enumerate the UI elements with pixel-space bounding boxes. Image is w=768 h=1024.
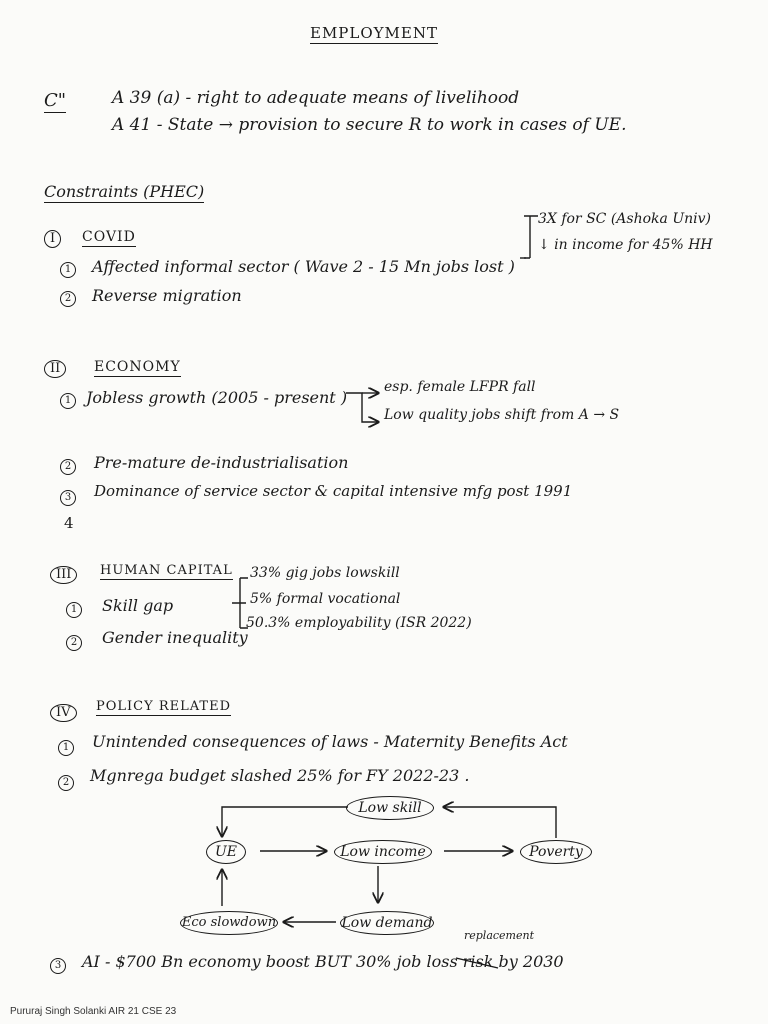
item-number: 1	[60, 393, 76, 409]
item-number: 2	[60, 291, 76, 307]
replacement-note: replacement	[464, 929, 535, 942]
item-number: 2	[58, 775, 74, 791]
cycle-node-low-skill: Low skill	[346, 796, 434, 820]
item-number: 3	[60, 490, 76, 506]
policy-item-2: Mgnrega budget slashed 25% for FY 2022-23 .	[90, 766, 470, 785]
section-numeral-human-capital: III	[50, 566, 77, 584]
constitution-label: C"	[44, 90, 67, 111]
item-number: 1	[58, 740, 74, 756]
section-numeral-covid: I	[44, 230, 61, 248]
cycle-node-low-income: Low income	[334, 840, 432, 864]
section-title-economy: ECONOMY	[94, 359, 181, 375]
section-title-policy: POLICY RELATED	[96, 699, 232, 714]
human-capital-item-1: Skill gap	[102, 596, 174, 615]
constitution-line-1: A 39 (a) - right to adequate means of livelihood	[112, 88, 520, 108]
policy-item-3: AI - $700 Bn economy boost BUT 30% job loss risk by 2030	[82, 952, 564, 971]
item-number: 3	[50, 958, 66, 974]
item-number: 2	[66, 635, 82, 651]
constitution-line-2: A 41 - State → provision to secure R to work in cases of UE.	[112, 115, 627, 135]
item-number: 2	[60, 459, 76, 475]
economy-item-1: Jobless growth (2005 - present )	[86, 388, 348, 407]
page-title: EMPLOYMENT	[310, 24, 439, 42]
covid-item-2: Reverse migration	[92, 286, 242, 305]
cycle-node-eco-slowdown: Eco slowdown	[180, 911, 278, 935]
economy-note-2: Low quality jobs shift from A → S	[384, 407, 620, 423]
economy-item-3: Dominance of service sector & capital intensive mfg post 1991	[94, 482, 573, 500]
human-capital-note-2: 5% formal vocational	[250, 591, 401, 607]
policy-item-1: Unintended consequences of laws - Maternity Benefits Act	[92, 732, 568, 751]
economy-arrow-1	[346, 393, 378, 422]
item-number: 1	[66, 602, 82, 618]
constraints-heading: Constraints (PHEC)	[44, 182, 205, 201]
footer-credit: Pururaj Singh Solanki AIR 21 CSE 23	[10, 1006, 177, 1017]
section-title-human-capital: HUMAN CAPITAL	[100, 563, 233, 578]
covid-note-2: ↓ in income for 45% HH	[538, 237, 713, 253]
arrow-low-skill-to-ue	[222, 807, 348, 836]
section-title-covid: COVID	[82, 229, 136, 245]
economy-item-2: Pre-mature de-industrialisation	[94, 453, 349, 472]
human-capital-note-1: 33% gig jobs lowskill	[250, 565, 400, 581]
section-numeral-economy: II	[44, 360, 66, 378]
item-number: 1	[60, 262, 76, 278]
economy-note-1: esp. female LFPR fall	[384, 379, 536, 395]
human-capital-item-2: Gender inequality	[102, 628, 248, 647]
human-capital-note-3: 50.3% employability (ISR 2022)	[246, 615, 472, 631]
section-numeral-policy: IV	[50, 704, 77, 722]
covid-bracket	[524, 216, 538, 258]
covid-item-1: Affected informal sector ( Wave 2 - 15 Mn jobs lost )	[92, 257, 515, 276]
covid-note-1: 3X for SC (Ashoka Univ)	[538, 211, 711, 227]
cycle-node-ue: UE	[206, 840, 246, 864]
economy-item-4: 4	[64, 514, 74, 532]
arrow-poverty-to-low-skill	[444, 807, 556, 838]
cycle-node-low-demand: Low demand	[340, 911, 434, 935]
cycle-node-poverty: Poverty	[520, 840, 592, 864]
